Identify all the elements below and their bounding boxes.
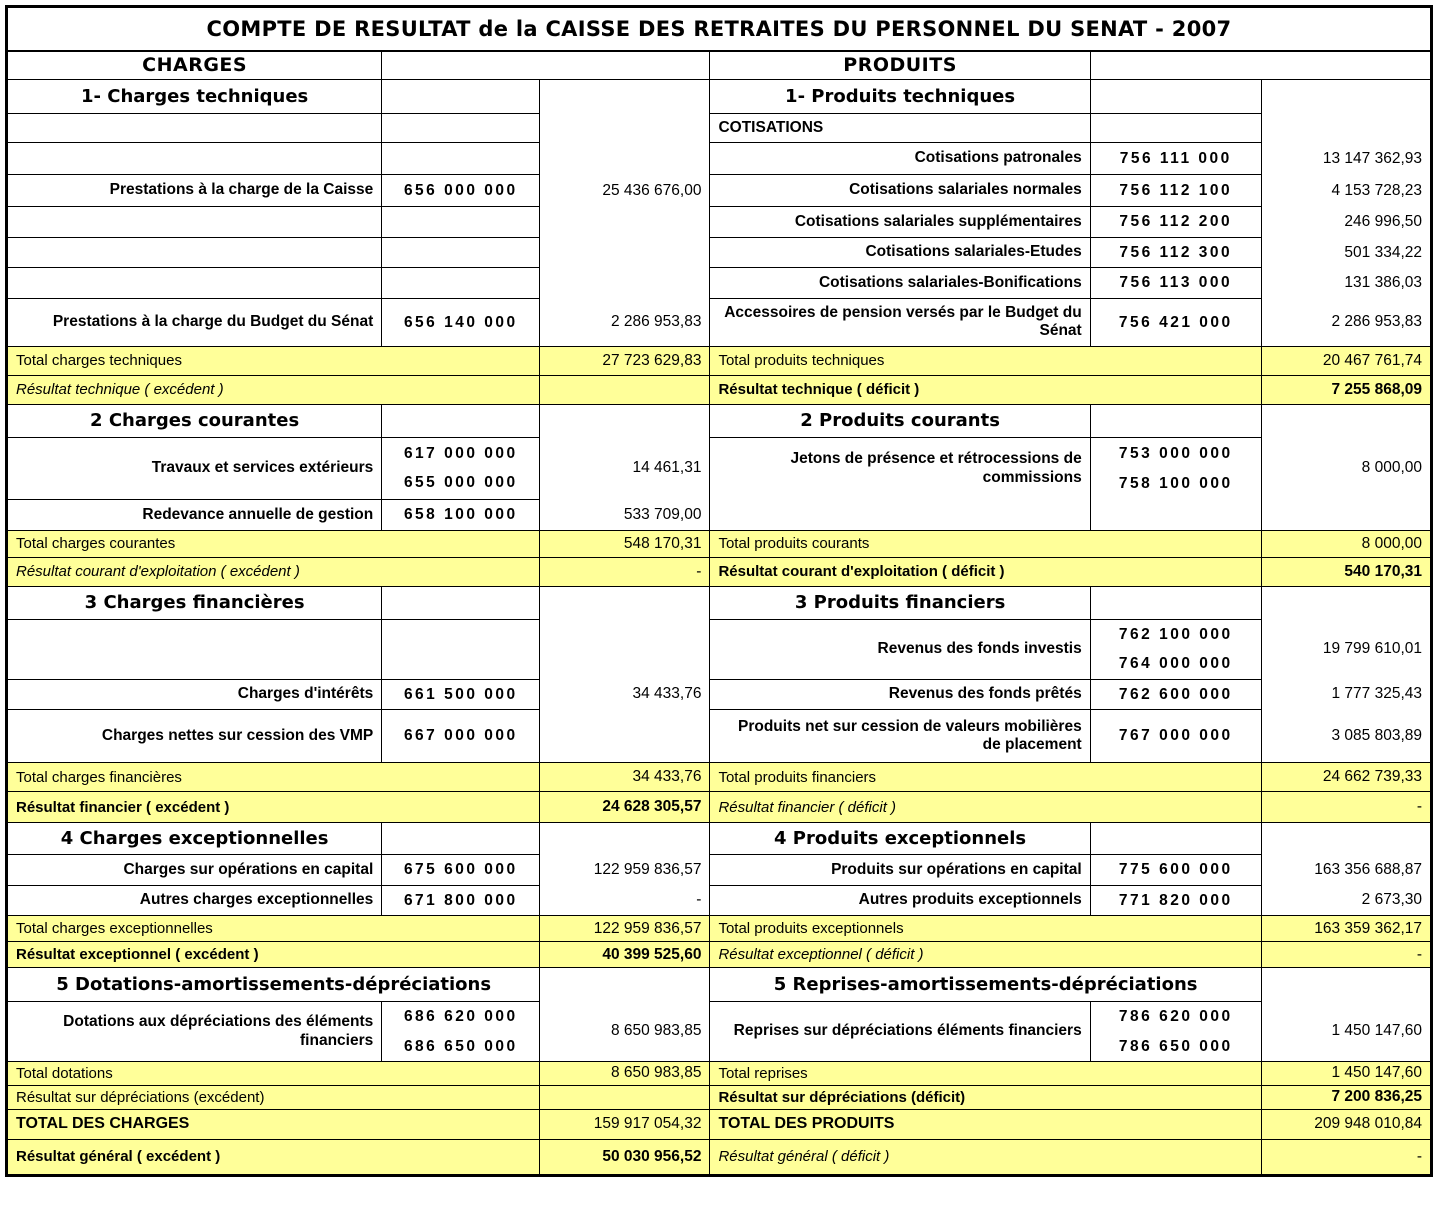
right-amount: 246 996,50 [1261, 207, 1431, 238]
yellow-row [7, 792, 1432, 823]
table-body [7, 7, 1432, 1176]
left-result-label: TOTAL DES CHARGES [7, 1109, 540, 1139]
left-label: Charges d'intérêts [7, 679, 382, 709]
left-label [7, 207, 382, 238]
right-account-cell [1090, 1002, 1261, 1062]
left-result-label: Résultat exceptionnel ( excédent ) [7, 942, 540, 968]
right-account-cell [1090, 114, 1261, 143]
yellow-row [7, 1085, 1432, 1109]
account-code: 756 113 000 [1119, 274, 1233, 292]
body-row [7, 679, 1432, 709]
right-amount: 2 286 953,83 [1261, 298, 1431, 346]
left-result-amount: 159 917 054,32 [540, 1109, 710, 1139]
right-amount: 131 386,03 [1261, 268, 1431, 298]
document-title: COMPTE DE RESULTAT de la CAISSE DES RETRAITES DU PERSONNEL DU SENAT - 2007 [7, 7, 1432, 51]
left-amount [540, 268, 710, 298]
body-row [7, 619, 1432, 679]
left-account-cell [382, 238, 540, 268]
left-amount: 8 650 983,85 [540, 1002, 710, 1062]
right-amount: 4 153 728,23 [1261, 175, 1431, 207]
right-account-cell [1090, 175, 1261, 207]
compte-resultat-table [5, 5, 1433, 1177]
right-result-amount: 7 200 836,25 [1261, 1085, 1431, 1109]
body-row [7, 114, 1432, 143]
left-result-label: Total charges exceptionnelles [7, 916, 540, 942]
body-row [7, 268, 1432, 298]
left-label: Travaux et services extérieurs [7, 437, 382, 499]
right-label: Autres produits exceptionnels [710, 885, 1090, 915]
left-result-amount: 50 030 956,52 [540, 1139, 710, 1175]
account-code: 675 600 000 [403, 861, 518, 879]
right-result-amount: 1 450 147,60 [1261, 1061, 1431, 1085]
spacer-cell [540, 404, 710, 437]
spacer-cell [1261, 823, 1431, 855]
right-account-cell [1090, 268, 1261, 298]
right-result-amount: 209 948 010,84 [1261, 1109, 1431, 1139]
yellow-row [7, 530, 1432, 557]
account-code: 756 112 200 [1119, 213, 1233, 231]
body-row [7, 855, 1432, 885]
right-account-cell [1090, 679, 1261, 709]
spacer-cell [382, 80, 540, 114]
left-result-amount: 548 170,31 [540, 530, 710, 557]
left-amount: 122 959 836,57 [540, 855, 710, 885]
charges-header: CHARGES [7, 51, 382, 80]
left-account-cell [382, 885, 540, 915]
right-label: Reprises sur dépréciations éléments financiers [710, 1002, 1090, 1062]
right-result-label: Total reprises [710, 1061, 1261, 1085]
yellow-row [7, 375, 1432, 404]
left-result-label: Résultat général ( excédent ) [7, 1139, 540, 1175]
left-result-label: Total charges techniques [7, 346, 540, 375]
left-result-label: Total charges financières [7, 763, 540, 792]
right-account-cell [1090, 619, 1261, 679]
right-amount [1261, 499, 1431, 530]
spacer-cell [1090, 586, 1261, 619]
spacer-cell [1261, 968, 1431, 1002]
account-code: 762 600 000 [1118, 685, 1233, 703]
left-label: Prestations à la charge du Budget du Sénat [7, 298, 382, 346]
left-label: Redevance annuelle de gestion [7, 499, 382, 530]
spacer-cell [1090, 823, 1261, 855]
right-result-amount: - [1261, 942, 1431, 968]
left-account-cell [382, 207, 540, 238]
right-result-label: Résultat sur dépréciations (déficit) [710, 1085, 1261, 1109]
right-account-cell [1090, 298, 1261, 346]
account-code: 764 000 000 [1118, 655, 1233, 673]
spacer-cell [382, 51, 710, 80]
right-amount: 19 799 610,01 [1261, 619, 1431, 679]
spacer-cell [382, 404, 540, 437]
left-amount: 14 461,31 [540, 437, 710, 499]
left-account-cell [382, 679, 540, 709]
body-row [7, 298, 1432, 346]
right-account-cell [1090, 855, 1261, 885]
right-label: Cotisations salariales normales [710, 175, 1090, 207]
spacer-cell [540, 80, 710, 114]
spacer-cell [540, 586, 710, 619]
right-amount: 13 147 362,93 [1261, 143, 1431, 175]
produits-section-title: 3 Produits financiers [710, 586, 1090, 619]
spacer-cell [1261, 80, 1431, 114]
right-label: Produits net sur cession de valeurs mobilières de placement [710, 710, 1090, 763]
spacer-cell [1090, 404, 1261, 437]
spacer-cell [540, 823, 710, 855]
right-result-label: Résultat financier ( déficit ) [710, 792, 1261, 823]
charges-section-title: 4 Charges exceptionnelles [7, 823, 382, 855]
spacer-cell [382, 823, 540, 855]
left-amount [540, 143, 710, 175]
right-account-cell [1090, 143, 1261, 175]
title-row [7, 7, 1432, 51]
account-code: 671 800 000 [403, 891, 518, 909]
right-amount: 2 673,30 [1261, 885, 1431, 915]
right-account-cell [1090, 499, 1261, 530]
left-result-label: Total dotations [7, 1061, 540, 1085]
left-result-label: Résultat financier ( excédent ) [7, 792, 540, 823]
section-row [7, 80, 1432, 114]
left-amount: - [540, 885, 710, 915]
right-account-cell [1090, 207, 1261, 238]
left-amount: 2 286 953,83 [540, 298, 710, 346]
section-row [7, 586, 1432, 619]
account-code: 775 600 000 [1118, 861, 1233, 879]
body-row [7, 885, 1432, 915]
account-code: 686 620 000 [403, 1008, 518, 1026]
right-amount: 1 450 147,60 [1261, 1002, 1431, 1062]
left-label: Charges nettes sur cession des VMP [7, 710, 382, 763]
left-label: Charges sur opérations en capital [7, 855, 382, 885]
right-result-label: Total produits courants [710, 530, 1261, 557]
body-row [7, 499, 1432, 530]
account-code: 756 111 000 [1119, 149, 1232, 167]
left-result-label: Résultat courant d'exploitation ( excédent ) [7, 557, 540, 586]
left-account-cell [382, 268, 540, 298]
section-row [7, 968, 1432, 1002]
left-result-amount [540, 375, 710, 404]
right-amount [1261, 114, 1431, 143]
section-row [7, 823, 1432, 855]
right-account-cell [1090, 437, 1261, 499]
left-result-amount: 122 959 836,57 [540, 916, 710, 942]
right-amount: 3 085 803,89 [1261, 710, 1431, 763]
right-label: Revenus des fonds investis [710, 619, 1090, 679]
left-amount [540, 619, 710, 679]
spacer-cell [1261, 586, 1431, 619]
left-result-amount: - [540, 557, 710, 586]
spacer-cell [1261, 404, 1431, 437]
right-label: COTISATIONS [710, 114, 1090, 143]
account-code: 762 100 000 [1118, 625, 1233, 643]
right-account-cell [1090, 238, 1261, 268]
left-amount [540, 710, 710, 763]
right-label: Produits sur opérations en capital [710, 855, 1090, 885]
account-code: 667 000 000 [403, 727, 518, 745]
account-code: 686 650 000 [403, 1037, 518, 1055]
account-code: 656 140 000 [403, 313, 518, 331]
left-result-amount: 24 628 305,57 [540, 792, 710, 823]
left-result-amount: 40 399 525,60 [540, 942, 710, 968]
produits-section-title: 5 Reprises-amortissements-dépréciations [710, 968, 1261, 1002]
account-code: 655 000 000 [403, 474, 518, 492]
left-amount: 25 436 676,00 [540, 175, 710, 207]
right-label: Revenus des fonds prêtés [710, 679, 1090, 709]
right-result-label: Total produits financiers [710, 763, 1261, 792]
charges-section-title: 1- Charges techniques [7, 80, 382, 114]
left-account-cell [382, 499, 540, 530]
left-amount [540, 114, 710, 143]
account-code: 658 100 000 [403, 506, 518, 524]
right-label: Accessoires de pension versés par le Budget du Sénat [710, 298, 1090, 346]
body-row [7, 437, 1432, 499]
left-label [7, 268, 382, 298]
account-code: 756 112 300 [1119, 244, 1233, 261]
account-code: 767 000 000 [1118, 727, 1233, 745]
left-account-cell [382, 114, 540, 143]
body-row [7, 175, 1432, 207]
left-account-cell [382, 175, 540, 207]
left-result-label: Résultat technique ( excédent ) [7, 375, 540, 404]
right-result-amount: 163 359 362,17 [1261, 916, 1431, 942]
left-result-amount: 8 650 983,85 [540, 1061, 710, 1085]
body-row [7, 238, 1432, 268]
spacer-cell [1090, 51, 1431, 80]
left-label: Prestations à la charge de la Caisse [7, 175, 382, 207]
charges-section-title: 5 Dotations-amortissements-dépréciations [7, 968, 540, 1002]
produits-section-title: 1- Produits techniques [710, 80, 1090, 114]
account-code: 656 000 000 [403, 181, 518, 199]
produits-section-title: 4 Produits exceptionnels [710, 823, 1090, 855]
left-account-cell [382, 437, 540, 499]
left-result-amount: 34 433,76 [540, 763, 710, 792]
right-result-amount: 20 467 761,74 [1261, 346, 1431, 375]
account-code: 753 000 000 [1118, 445, 1233, 463]
left-amount [540, 207, 710, 238]
left-account-cell [382, 143, 540, 175]
left-result-label: Total charges courantes [7, 530, 540, 557]
body-row [7, 207, 1432, 238]
yellow-row [7, 1109, 1432, 1139]
right-account-cell [1090, 885, 1261, 915]
charges-section-title: 2 Charges courantes [7, 404, 382, 437]
account-code: 786 650 000 [1118, 1037, 1233, 1055]
spacer-cell [1090, 80, 1261, 114]
right-label: Cotisations patronales [710, 143, 1090, 175]
account-code: 758 100 000 [1118, 474, 1233, 492]
right-amount: 1 777 325,43 [1261, 679, 1431, 709]
left-account-cell [382, 710, 540, 763]
right-result-amount: - [1261, 1139, 1431, 1175]
left-amount: 533 709,00 [540, 499, 710, 530]
right-label: Jetons de présence et rétrocessions de commissions [710, 437, 1090, 499]
right-label: Cotisations salariales-Etudes [710, 238, 1090, 268]
left-label [7, 143, 382, 175]
right-amount: 8 000,00 [1261, 437, 1431, 499]
section-row [7, 404, 1432, 437]
right-result-label: Résultat exceptionnel ( déficit ) [710, 942, 1261, 968]
account-code: 617 000 000 [403, 444, 518, 462]
spacer-cell [540, 968, 710, 1002]
account-code: 756 421 000 [1118, 313, 1233, 331]
header-row [7, 51, 1432, 80]
account-code: 771 820 000 [1118, 891, 1233, 909]
right-label: Cotisations salariales supplémentaires [710, 207, 1090, 238]
right-account-cell [1090, 710, 1261, 763]
right-result-label: Résultat courant d'exploitation ( déficit ) [710, 557, 1261, 586]
account-code: 786 620 000 [1118, 1008, 1233, 1026]
left-result-label: Résultat sur dépréciations (excédent) [7, 1085, 540, 1109]
yellow-row [7, 1061, 1432, 1085]
left-label: Autres charges exceptionnelles [7, 885, 382, 915]
left-account-cell [382, 1002, 540, 1062]
produits-section-title: 2 Produits courants [710, 404, 1090, 437]
right-label [710, 499, 1090, 530]
left-label [7, 619, 382, 679]
right-result-label: Résultat général ( déficit ) [710, 1139, 1261, 1175]
right-label: Cotisations salariales-Bonifications [710, 268, 1090, 298]
left-account-cell [382, 855, 540, 885]
charges-section-title: 3 Charges financières [7, 586, 382, 619]
right-amount: 501 334,22 [1261, 238, 1431, 268]
right-result-amount: 8 000,00 [1261, 530, 1431, 557]
left-label [7, 114, 382, 143]
right-result-amount: 7 255 868,09 [1261, 375, 1431, 404]
right-amount: 163 356 688,87 [1261, 855, 1431, 885]
yellow-row [7, 1139, 1432, 1175]
account-code: 661 500 000 [403, 685, 518, 703]
left-result-amount [540, 1085, 710, 1109]
left-label [7, 238, 382, 268]
yellow-row [7, 763, 1432, 792]
produits-header: PRODUITS [710, 51, 1090, 80]
yellow-row [7, 346, 1432, 375]
right-result-amount: 24 662 739,33 [1261, 763, 1431, 792]
right-result-amount: 540 170,31 [1261, 557, 1431, 586]
yellow-row [7, 557, 1432, 586]
left-account-cell [382, 298, 540, 346]
right-result-label: Total produits techniques [710, 346, 1261, 375]
account-code: 756 112 100 [1119, 181, 1233, 199]
body-row [7, 1002, 1432, 1062]
left-amount [540, 238, 710, 268]
yellow-row [7, 942, 1432, 968]
left-account-cell [382, 619, 540, 679]
spacer-cell [382, 586, 540, 619]
left-amount: 34 433,76 [540, 679, 710, 709]
right-result-label: Total produits exceptionnels [710, 916, 1261, 942]
right-result-amount: - [1261, 792, 1431, 823]
body-row [7, 710, 1432, 763]
left-label: Dotations aux dépréciations des éléments financiers [7, 1002, 382, 1062]
body-row [7, 143, 1432, 175]
yellow-row [7, 916, 1432, 942]
left-result-amount: 27 723 629,83 [540, 346, 710, 375]
right-result-label: Résultat technique ( déficit ) [710, 375, 1261, 404]
right-result-label: TOTAL DES PRODUITS [710, 1109, 1261, 1139]
